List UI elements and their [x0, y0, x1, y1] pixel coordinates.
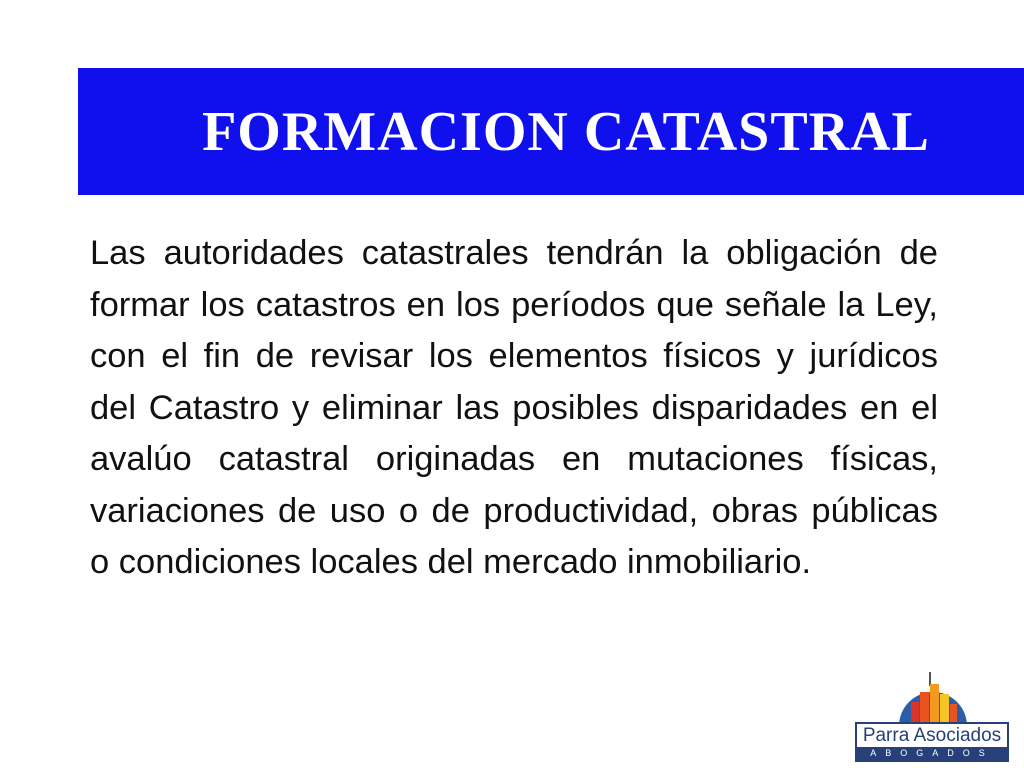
logo-subtitle: ABOGADOS: [857, 747, 1007, 760]
company-logo: [855, 672, 1013, 768]
title-bar: [78, 68, 1024, 195]
logo-nameplate: [855, 722, 1009, 762]
body-paragraph: Las autoridades catastrales tendrán la obligación de formar los catastros en los períodos que señale la Ley, con el fin de revisar los elementos físicos y jurídicos del Catastro y eliminar las posibles disparidades en el avalúo catastral originadas en mutaciones físicas, variaciones de uso o de productividad, obras públicas o condiciones locales del mercado inmobiliario.: [90, 234, 938, 581]
logo-name: Parra Asociados: [862, 725, 1002, 746]
buildings-dome-icon: [893, 672, 973, 726]
slide-title: FORMACION CATASTRAL: [202, 100, 930, 163]
